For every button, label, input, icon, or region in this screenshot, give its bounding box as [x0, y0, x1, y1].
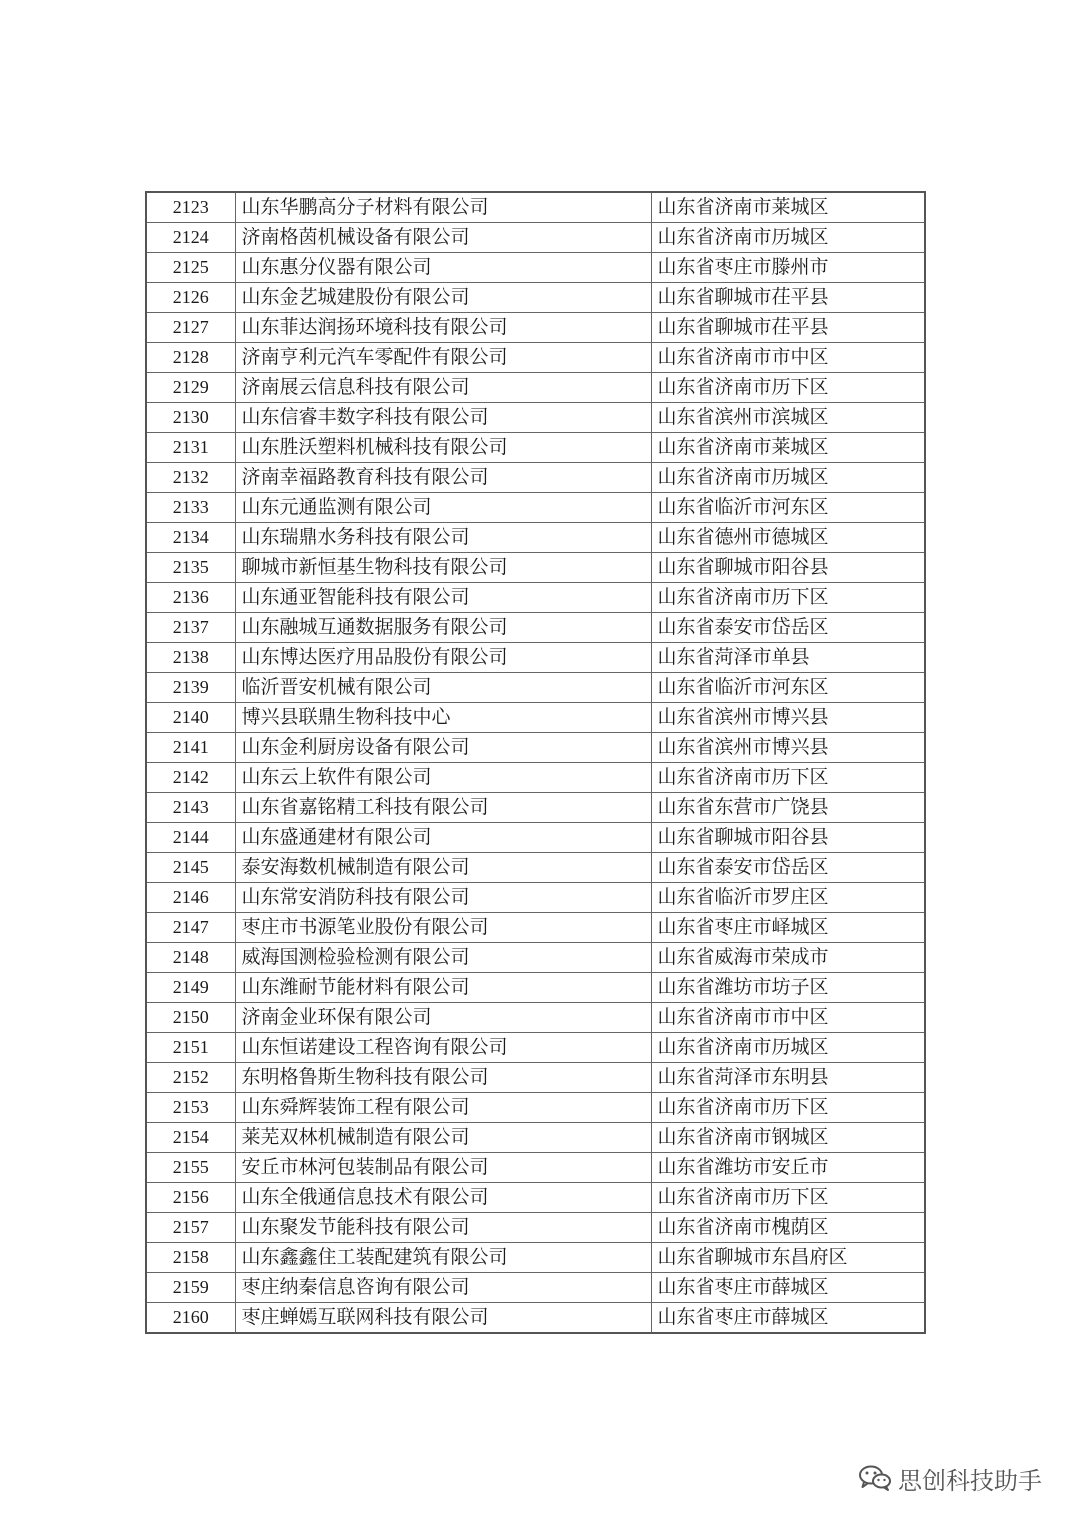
region-cell: 山东省济南市市中区 [651, 1003, 925, 1033]
company-name-cell: 枣庄纳秦信息咨询有限公司 [235, 1273, 651, 1303]
company-name-cell: 山东潍耐节能材料有限公司 [235, 973, 651, 1003]
company-name-cell: 威海国测检验检测有限公司 [235, 943, 651, 973]
region-cell: 山东省滨州市滨城区 [651, 403, 925, 433]
table-row [146, 1093, 925, 1123]
region-cell: 山东省临沂市河东区 [651, 673, 925, 703]
row-number: 2138 [146, 643, 235, 673]
row-number: 2160 [146, 1303, 235, 1334]
region-cell: 山东省东营市广饶县 [651, 793, 925, 823]
region-cell: 山东省潍坊市安丘市 [651, 1153, 925, 1183]
region-cell: 山东省临沂市罗庄区 [651, 883, 925, 913]
row-number: 2126 [146, 283, 235, 313]
company-name-cell: 山东元通监测有限公司 [235, 493, 651, 523]
table-row [146, 823, 925, 853]
region-cell: 山东省济南市历城区 [651, 1033, 925, 1063]
region-cell: 山东省临沂市河东区 [651, 493, 925, 523]
region-cell: 山东省泰安市岱岳区 [651, 613, 925, 643]
region-cell: 山东省德州市德城区 [651, 523, 925, 553]
region-cell: 山东省聊城市茌平县 [651, 283, 925, 313]
row-number: 2124 [146, 223, 235, 253]
table-row [146, 433, 925, 463]
table-row [146, 973, 925, 1003]
row-number: 2139 [146, 673, 235, 703]
company-name-cell: 山东博达医疗用品股份有限公司 [235, 643, 651, 673]
region-cell: 山东省威海市荣成市 [651, 943, 925, 973]
region-cell: 山东省济南市市中区 [651, 343, 925, 373]
table-row [146, 373, 925, 403]
table-row [146, 1153, 925, 1183]
wechat-icon [858, 1464, 892, 1492]
region-cell: 山东省泰安市岱岳区 [651, 853, 925, 883]
table-row [146, 1213, 925, 1243]
row-number: 2131 [146, 433, 235, 463]
row-number: 2146 [146, 883, 235, 913]
region-cell: 山东省枣庄市薛城区 [651, 1273, 925, 1303]
company-name-cell: 山东惠分仪器有限公司 [235, 253, 651, 283]
table-row [146, 913, 925, 943]
table-row [146, 1003, 925, 1033]
table-row [146, 853, 925, 883]
row-number: 2153 [146, 1093, 235, 1123]
company-name-cell: 山东华鹏高分子材料有限公司 [235, 192, 651, 223]
table-row [146, 733, 925, 763]
company-name-cell: 山东云上软件有限公司 [235, 763, 651, 793]
table-row [146, 403, 925, 433]
company-name-cell: 济南展云信息科技有限公司 [235, 373, 651, 403]
watermark-text: 思创科技助手 [898, 1466, 1042, 1495]
company-name-cell: 济南亨利元汽车零配件有限公司 [235, 343, 651, 373]
region-cell: 山东省济南市历下区 [651, 373, 925, 403]
region-cell: 山东省济南市莱城区 [651, 192, 925, 223]
table-row [146, 793, 925, 823]
region-cell: 山东省济南市历城区 [651, 223, 925, 253]
table-row [146, 553, 925, 583]
region-cell: 山东省济南市历下区 [651, 1183, 925, 1213]
company-name-cell: 山东融城互通数据服务有限公司 [235, 613, 651, 643]
watermark [858, 1458, 1042, 1498]
table-row [146, 283, 925, 313]
table-row [146, 763, 925, 793]
company-name-cell: 山东胜沃塑料机械科技有限公司 [235, 433, 651, 463]
row-number: 2152 [146, 1063, 235, 1093]
table-row [146, 1303, 925, 1334]
row-number: 2135 [146, 553, 235, 583]
company-name-cell: 山东金利厨房设备有限公司 [235, 733, 651, 763]
table-row [146, 523, 925, 553]
row-number: 2144 [146, 823, 235, 853]
table-row [146, 1273, 925, 1303]
company-name-cell: 山东常安消防科技有限公司 [235, 883, 651, 913]
row-number: 2147 [146, 913, 235, 943]
company-name-cell: 山东金艺城建股份有限公司 [235, 283, 651, 313]
row-number: 2140 [146, 703, 235, 733]
company-name-cell: 山东菲达润扬环境科技有限公司 [235, 313, 651, 343]
region-cell: 山东省菏泽市东明县 [651, 1063, 925, 1093]
table-row [146, 883, 925, 913]
company-name-cell: 博兴县联鼎生物科技中心 [235, 703, 651, 733]
company-name-cell: 济南幸福路教育科技有限公司 [235, 463, 651, 493]
company-name-cell: 山东盛通建材有限公司 [235, 823, 651, 853]
region-cell: 山东省济南市钢城区 [651, 1123, 925, 1153]
company-name-cell: 山东省嘉铭精工科技有限公司 [235, 793, 651, 823]
company-list-table [145, 191, 926, 1334]
row-number: 2130 [146, 403, 235, 433]
company-name-cell: 聊城市新恒基生物科技有限公司 [235, 553, 651, 583]
region-cell: 山东省济南市历下区 [651, 1093, 925, 1123]
region-cell: 山东省滨州市博兴县 [651, 733, 925, 763]
region-cell: 山东省枣庄市薛城区 [651, 1303, 925, 1334]
row-number: 2142 [146, 763, 235, 793]
row-number: 2148 [146, 943, 235, 973]
row-number: 2149 [146, 973, 235, 1003]
table-row [146, 613, 925, 643]
table-row [146, 463, 925, 493]
region-cell: 山东省聊城市茌平县 [651, 313, 925, 343]
table-row [146, 1243, 925, 1273]
row-number: 2136 [146, 583, 235, 613]
table-row [146, 1123, 925, 1153]
region-cell: 山东省聊城市阳谷县 [651, 553, 925, 583]
table-row [146, 192, 925, 223]
company-name-cell: 安丘市林河包装制品有限公司 [235, 1153, 651, 1183]
table-row [146, 253, 925, 283]
region-cell: 山东省聊城市东昌府区 [651, 1243, 925, 1273]
row-number: 2134 [146, 523, 235, 553]
row-number: 2143 [146, 793, 235, 823]
company-name-cell: 山东鑫鑫住工装配建筑有限公司 [235, 1243, 651, 1273]
row-number: 2155 [146, 1153, 235, 1183]
row-number: 2150 [146, 1003, 235, 1033]
company-name-cell: 山东聚发节能科技有限公司 [235, 1213, 651, 1243]
row-number: 2159 [146, 1273, 235, 1303]
table-row [146, 1063, 925, 1093]
table-row [146, 673, 925, 703]
company-name-cell: 临沂晋安机械有限公司 [235, 673, 651, 703]
company-name-cell: 枣庄市书源笔业股份有限公司 [235, 913, 651, 943]
row-number: 2129 [146, 373, 235, 403]
company-name-cell: 山东全俄通信息技术有限公司 [235, 1183, 651, 1213]
row-number: 2127 [146, 313, 235, 343]
company-name-cell: 泰安海数机械制造有限公司 [235, 853, 651, 883]
region-cell: 山东省枣庄市滕州市 [651, 253, 925, 283]
company-name-cell: 山东信睿丰数字科技有限公司 [235, 403, 651, 433]
table-row [146, 1183, 925, 1213]
company-name-cell: 山东通亚智能科技有限公司 [235, 583, 651, 613]
company-name-cell: 山东瑞鼎水务科技有限公司 [235, 523, 651, 553]
table-body [146, 192, 925, 1333]
company-name-cell: 山东舜辉装饰工程有限公司 [235, 1093, 651, 1123]
company-name-cell: 莱芜双林机械制造有限公司 [235, 1123, 651, 1153]
region-cell: 山东省济南市历下区 [651, 583, 925, 613]
table-row [146, 703, 925, 733]
row-number: 2141 [146, 733, 235, 763]
company-name-cell: 山东恒诺建设工程咨询有限公司 [235, 1033, 651, 1063]
region-cell: 山东省滨州市博兴县 [651, 703, 925, 733]
row-number: 2132 [146, 463, 235, 493]
region-cell: 山东省济南市莱城区 [651, 433, 925, 463]
row-number: 2154 [146, 1123, 235, 1153]
table-row [146, 223, 925, 253]
table-row [146, 643, 925, 673]
row-number: 2123 [146, 192, 235, 223]
row-number: 2145 [146, 853, 235, 883]
region-cell: 山东省济南市槐荫区 [651, 1213, 925, 1243]
region-cell: 山东省济南市历下区 [651, 763, 925, 793]
region-cell: 山东省菏泽市单县 [651, 643, 925, 673]
company-name-cell: 枣庄蝉嫣互联网科技有限公司 [235, 1303, 651, 1334]
region-cell: 山东省济南市历城区 [651, 463, 925, 493]
row-number: 2158 [146, 1243, 235, 1273]
row-number: 2156 [146, 1183, 235, 1213]
region-cell: 山东省枣庄市峄城区 [651, 913, 925, 943]
region-cell: 山东省聊城市阳谷县 [651, 823, 925, 853]
row-number: 2151 [146, 1033, 235, 1063]
row-number: 2128 [146, 343, 235, 373]
row-number: 2157 [146, 1213, 235, 1243]
region-cell: 山东省潍坊市坊子区 [651, 973, 925, 1003]
row-number: 2137 [146, 613, 235, 643]
table-row [146, 1033, 925, 1063]
table-row [146, 313, 925, 343]
table-row [146, 943, 925, 973]
company-name-cell: 东明格鲁斯生物科技有限公司 [235, 1063, 651, 1093]
table-row [146, 493, 925, 523]
row-number: 2125 [146, 253, 235, 283]
company-name-cell: 济南格茵机械设备有限公司 [235, 223, 651, 253]
table-row [146, 583, 925, 613]
table-row [146, 343, 925, 373]
row-number: 2133 [146, 493, 235, 523]
company-name-cell: 济南金业环保有限公司 [235, 1003, 651, 1033]
